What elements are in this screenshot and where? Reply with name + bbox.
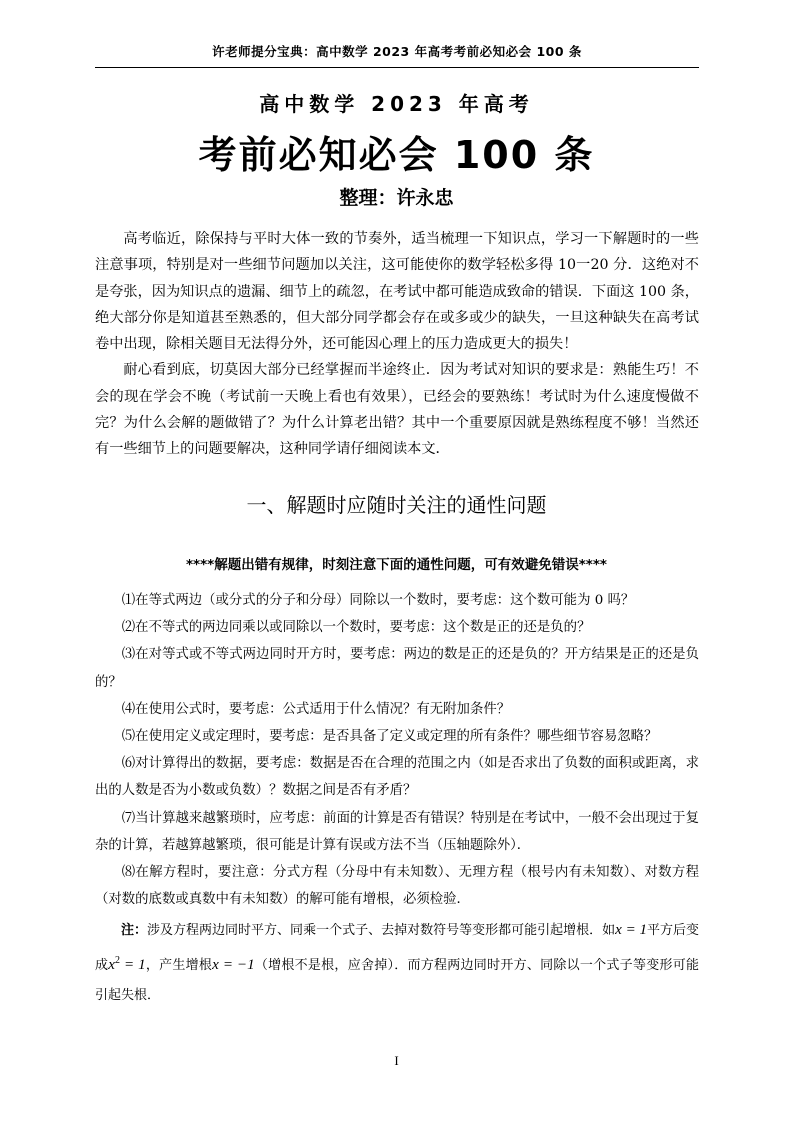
equation-exponent: 2 (114, 955, 120, 966)
list-item: ⑵在不等式的两边同乘以或同除以一个数时，要考虑：这个数是正的还是负的？ (121, 620, 591, 636)
intro-paragraph: 耐心看到底，切莫因大部分已经掌握而半途终止．因为考试对知识的要求是：熟能生巧！不会的现在学会不晚（考试前一天晚上看也有效果），已经会的要熟练！考试时为什么速度慢做不完？为什么会解的题做错了？为什么计算老出错？其中一个重要原因就是熟练程度不够！当然还有一些细节上的问题要解决，这种同学请仔细阅读本文． (95, 362, 699, 458)
document-title: 考前必知必会 100 条 (198, 133, 595, 177)
equation-base: x (108, 957, 115, 973)
list-item: ⑴在等式两边（或分式的分子和分母）同除以一个数时，要考虑：这个数可能为 0 吗？ (121, 593, 635, 608)
list-item: ⑻在解方程时，要注意：分式方程（分母中有未知数）、无理方程（根号内有未知数）、对数方程（对数的底数或真数中有未知数）的解可能有增根，必须检验． (95, 865, 699, 908)
list-item: ⑷在使用公式时，要考虑：公式适用于什么情况？有无附加条件？ (121, 701, 511, 717)
note-paragraph (95, 915, 699, 1011)
author-line: 整理：许永忠 (339, 187, 454, 209)
note-text: （增根不是根，应舍掉）．而方程两边同时开方、同除以一个式子等变形可能引起失根． (95, 958, 699, 1003)
header-divider (95, 67, 699, 68)
list-item: ⑸在使用定义或定理时，要考虑：是否具备了定义或定理的所有条件？哪些细节容易忽略？ (121, 729, 658, 745)
running-header: 许老师提分宝典：高中数学 2023 年高考考前必知必会 100 条 (212, 44, 582, 59)
note-text: 平方后变成 (95, 923, 699, 973)
equation-rest: = 1 (119, 957, 146, 973)
note-label: 注： (121, 923, 148, 938)
document-supertitle: 高中数学 2023 年高考 (259, 92, 534, 116)
page-number: I (394, 1053, 399, 1068)
section-heading: 一、解题时应随时关注的通性问题 (246, 493, 547, 517)
intro-section (95, 226, 699, 463)
equation: x = 1 (615, 922, 647, 938)
equation (108, 957, 145, 973)
list-item: ⑶在对等式或不等式两边同时开方时，要考虑：两边的数是正的还是负的？开方结果是正的还是负的？ (95, 647, 699, 690)
section-tip: ****解题出错有规律，时刻注意下面的通性问题，可有效避免错误**** (186, 557, 607, 573)
intro-paragraph: 高考临近，除保持与平时大体一致的节奏外，适当梳理一下知识点，学习一下解题时的一些注意事项，特别是对一些细节问题加以关注，这可能使你的数学轻松多得 10一20 分．这绝对不是夸张，因为知识点的遗漏、细节上的疏忽，在考试中都可能造成致命的错误．下面这 100 条，绝大部分你是知道甚至熟悉的，但大部分同学都会存在或多或少的缺失，一旦这种缺失在高考试卷中出现，除相关题目无法得分外，还可能因心理上的压力造成更大的损失！ (95, 231, 699, 353)
note-text: 涉及方程两边同时平方、同乘一个式子、去掉对数符号等变形都可能引起增根．如 (147, 923, 616, 938)
item-list (95, 587, 699, 913)
equation: x = −1 (212, 957, 255, 973)
list-item: ⑹对计算得出的数据，要考虑：数据是否在合理的范围之内（如是否求出了负数的面积或距离，求出的人数是否为小数或负数）？数据之间是否有矛盾？ (95, 756, 699, 799)
note-block (95, 915, 699, 1011)
note-text: ，产生增根 (145, 958, 213, 973)
list-item: ⑺当计算越来越繁琐时，应考虑：前面的计算是否有错误？特别是在考试中，一般不会出现过于复杂的计算，若越算越繁琐，很可能是计算有误或方法不当（压轴题除外）． (95, 810, 699, 853)
